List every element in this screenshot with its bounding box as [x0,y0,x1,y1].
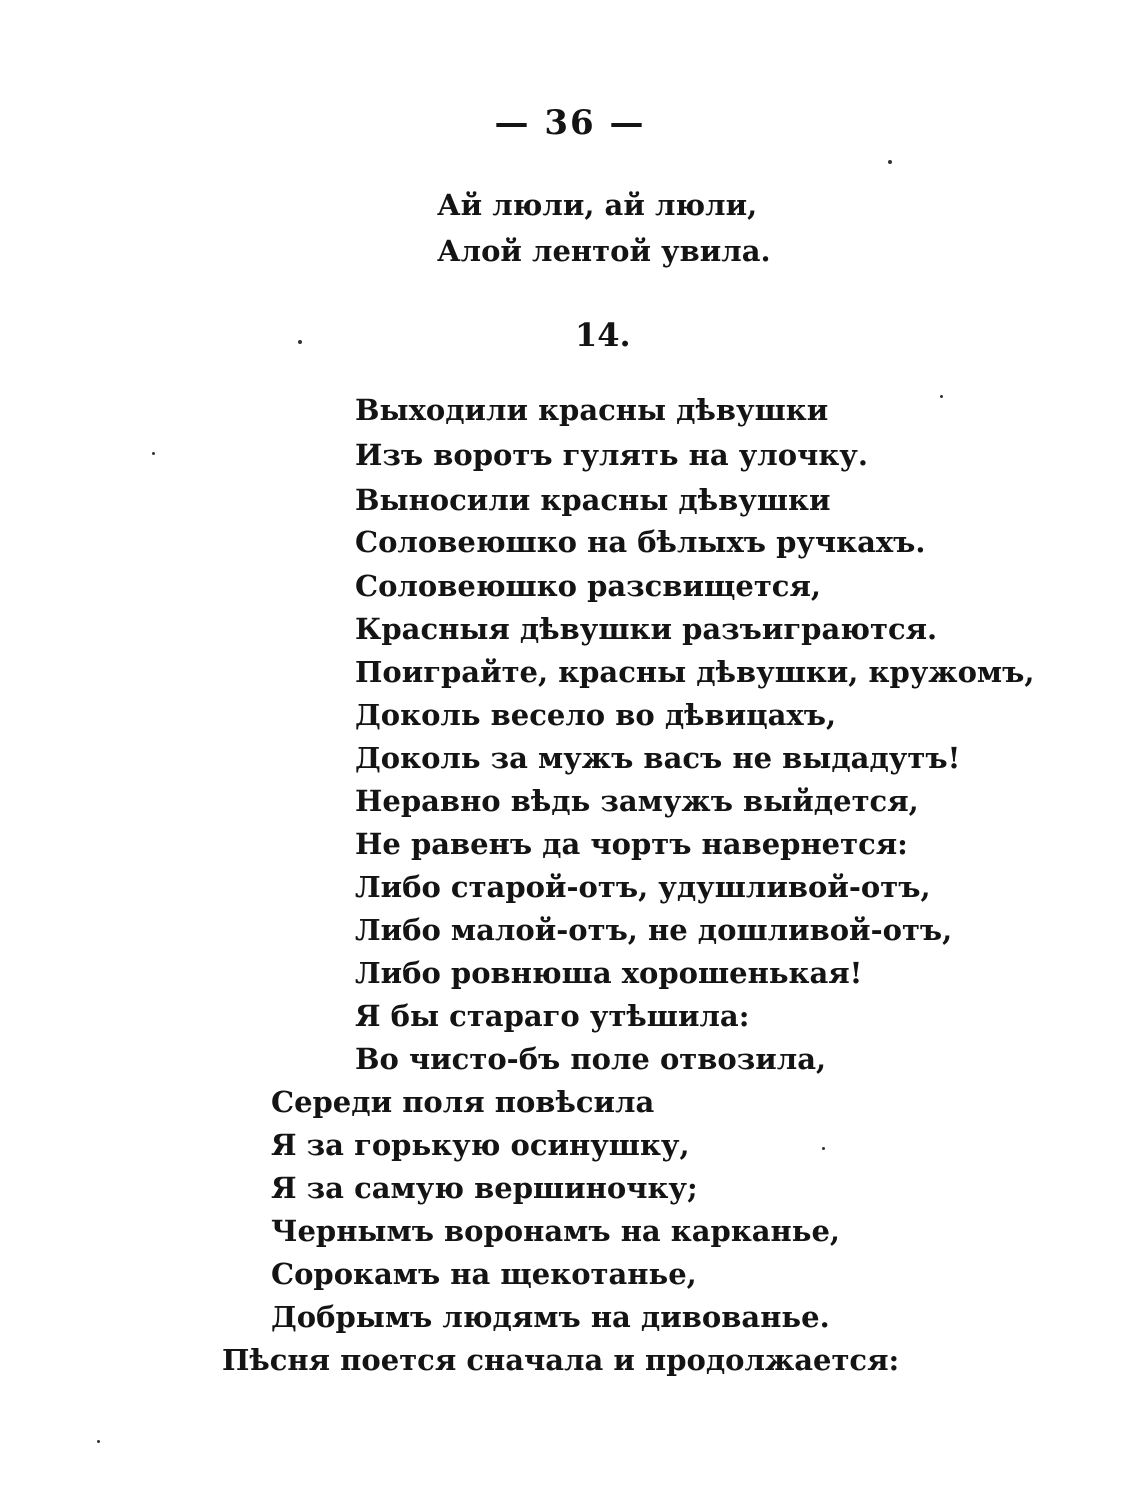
song-line: Либо ровнюша хорошенькая! [355,956,863,990]
song-line: Я за горькую осинушку, [271,1128,690,1162]
scan-speck [97,1440,100,1443]
scan-speck [152,452,155,455]
song-line: Изъ воротъ гулять на улочку. [355,438,868,472]
song-line: Во чисто-бъ поле отвозила, [355,1042,827,1076]
song-number: 14. [575,316,631,354]
prev-song-line: Алой лентой увила. [437,234,771,268]
song-line: Доколь весело во дѣвицахъ, [355,698,837,732]
song-line: Не равенъ да чортъ навернется: [355,827,908,861]
scan-speck [298,340,302,344]
scan-speck [888,160,892,164]
song-line: Я бы стараго утѣшила: [355,999,750,1033]
prev-song-line: Ай люли, ай люли, [437,188,758,222]
song-line: Середи поля повѣсила [271,1085,655,1119]
song-line: Выносили красны дѣвушки [355,483,831,517]
song-line: Выходили красны дѣвушки [355,393,829,427]
scan-speck [940,395,943,398]
song-line: Сорокамъ на щекотанье, [271,1257,697,1291]
song-line: Либо старой-отъ, удушливой-отъ, [355,870,931,904]
song-line: Красныя дѣвушки разъиграются. [355,612,938,646]
song-line: Соловеюшко разсвищется, [355,569,821,603]
song-line: Добрымъ людямъ на дивованье. [271,1300,830,1334]
footer-note: Пѣсня поется сначала и продолжается: [222,1343,900,1377]
song-line: Неравно вѣдь замужъ выйдется, [355,784,919,818]
song-line: Соловеюшко на бѣлыхъ ручкахъ. [355,525,926,559]
scan-speck [822,1147,825,1150]
song-line: Я за самую вершиночку; [271,1171,698,1205]
song-line: Поиграйте, красны дѣвушки, кружомъ, [355,655,1035,689]
song-line: Доколь за мужъ васъ не выдадутъ! [355,741,961,775]
page-number: — 36 — [494,103,646,143]
song-line: Чернымъ воронамъ на карканье, [271,1214,841,1248]
song-line: Либо малой-отъ, не дошливой-отъ, [355,913,953,947]
